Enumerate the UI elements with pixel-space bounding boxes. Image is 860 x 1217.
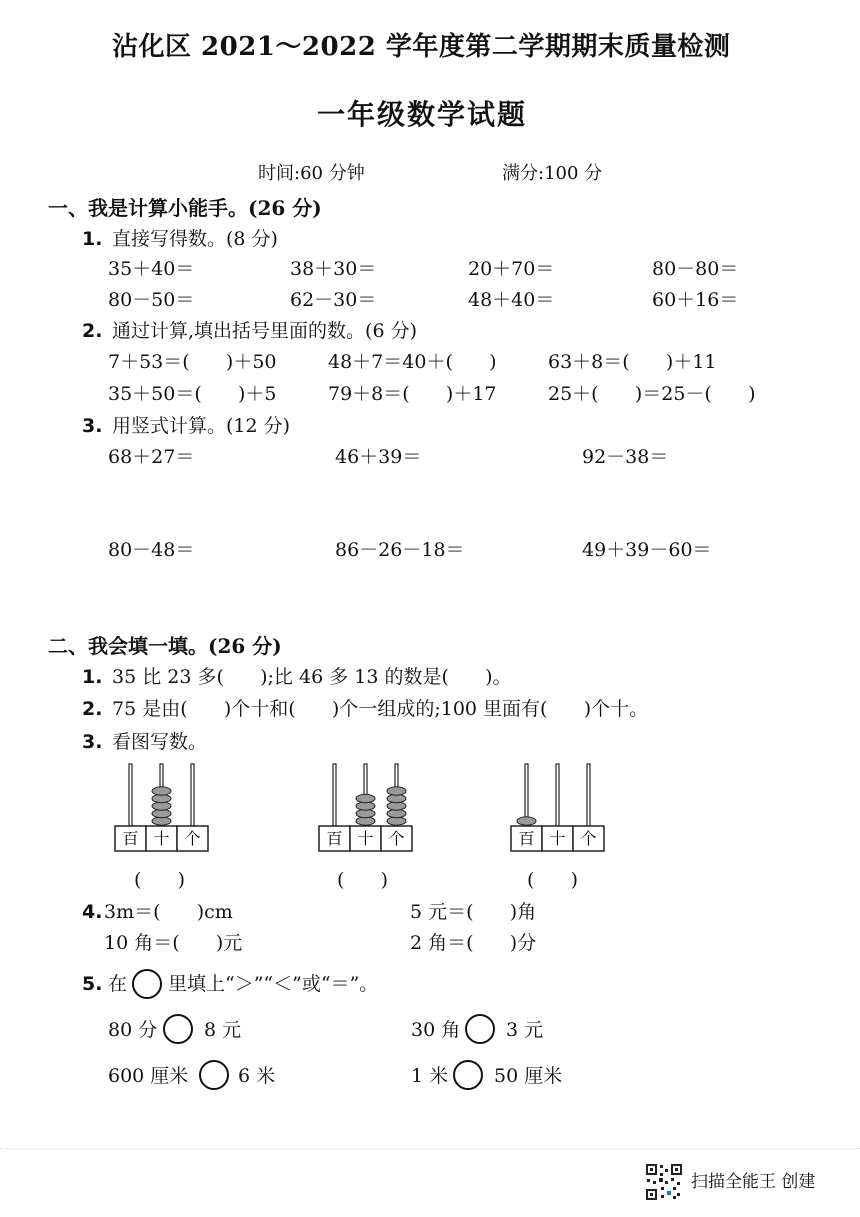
abacus-place-label: 百 [326, 829, 343, 848]
compare-left: 600 厘米 [108, 1065, 189, 1087]
s1-q2-item: 63＋8＝( )＋11 [548, 351, 717, 373]
s2-q4-item: 2 角＝( )分 [410, 932, 537, 954]
abacus-bead [387, 787, 406, 795]
s2-q2-text: 75 是由( )个十和( )个一组成的;100 里面有( )个十。 [112, 698, 649, 720]
exam-subtitle: 一年级数学试题 [317, 98, 528, 131]
compare-circle[interactable] [163, 1014, 193, 1044]
qr-code-icon [645, 1163, 683, 1201]
abacus-place-label: 十 [357, 829, 374, 848]
s1-q1-text: 直接写得数。(8 分) [112, 228, 278, 250]
abacus-rod [191, 764, 194, 826]
abacus-svg [510, 762, 606, 862]
s1-q2-text: 通过计算,填出括号里面的数。(6 分) [112, 320, 417, 342]
abacus-place-label: 个 [184, 829, 201, 848]
section-1-heading: 一、我是计算小能手。(26 分) [48, 196, 322, 220]
s2-q4-item: 10 角＝( )元 [104, 932, 243, 954]
section-2-heading: 二、我会填一填。(26 分) [48, 634, 282, 658]
abacus-answer-blank: ( ) [337, 869, 389, 891]
abacus-bead [152, 787, 171, 795]
abacus-svg [114, 762, 210, 862]
compare-right: 3 元 [506, 1019, 544, 1041]
compare-left: 1 米 [411, 1065, 449, 1087]
s1-q1-label: 1. [82, 228, 103, 250]
s2-q3-text: 看图写数。 [112, 731, 208, 753]
s1-q1-item: 60＋16＝ [652, 289, 739, 311]
abacus-svg [318, 762, 414, 862]
exam-time: 时间:60 分钟 [258, 163, 365, 184]
s2-q4-item: 5 元＝( )角 [410, 901, 537, 923]
exam-full-score: 满分:100 分 [502, 163, 603, 184]
s1-q3-label: 3. [82, 415, 103, 437]
scanner-watermark: 扫描全能王 创建 [691, 1172, 816, 1192]
s2-q5-text-pre: 在 [108, 973, 128, 995]
abacus-bead [517, 817, 536, 825]
s2-q1-text: 35 比 23 多( );比 46 多 13 的数是( )。 [112, 666, 512, 688]
s1-q2-label: 2. [82, 320, 103, 342]
s1-q3-item: 49＋39－60＝ [582, 539, 712, 561]
s1-q1-item: 62－30＝ [290, 289, 377, 311]
abacus-figure [318, 762, 414, 862]
s1-q3-item: 68＋27＝ [108, 446, 195, 468]
abacus-figure [510, 762, 606, 862]
abacus-bead [356, 794, 375, 802]
abacus-rod [556, 764, 559, 826]
exam-title: 沾化区 2021～2022 学年度第二学期期末质量检测 [112, 32, 731, 62]
abacus-place-label: 百 [122, 829, 139, 848]
abacus-figure [114, 762, 210, 862]
s1-q3-text: 用竖式计算。(12 分) [112, 415, 291, 437]
s1-q2-item: 7＋53＝( )＋50 [108, 351, 277, 373]
compare-circle-icon [132, 969, 162, 999]
s2-q3-label: 3. [82, 731, 103, 753]
abacus-place-label: 百 [518, 829, 535, 848]
s2-q5-text-post: 里填上“＞”“＜”或“＝”。 [168, 973, 379, 995]
s1-q1-item: 20＋70＝ [468, 258, 555, 280]
abacus-place-label: 个 [580, 829, 597, 848]
compare-left: 80 分 [108, 1019, 158, 1041]
abacus-answer-blank: ( ) [134, 869, 186, 891]
s1-q1-item: 80－50＝ [108, 289, 195, 311]
s2-q5-label: 5. [82, 973, 103, 995]
compare-right: 6 米 [238, 1065, 276, 1087]
s1-q1-item: 38＋30＝ [290, 258, 377, 280]
s2-q2-label: 2. [82, 698, 103, 720]
s2-q4-item: 3m＝( )cm [104, 901, 233, 923]
s1-q3-item: 80－48＝ [108, 539, 195, 561]
s1-q2-item: 79＋8＝( )＋17 [328, 383, 497, 405]
s1-q1-item: 35＋40＝ [108, 258, 195, 280]
compare-right: 50 厘米 [494, 1065, 563, 1087]
abacus-place-label: 十 [549, 829, 566, 848]
s1-q2-item: 48＋7＝40＋( ) [328, 351, 497, 373]
compare-left: 30 角 [411, 1019, 461, 1041]
page-divider [0, 1148, 860, 1149]
compare-circle[interactable] [465, 1014, 495, 1044]
s1-q2-item: 25＋( )＝25－( ) [548, 383, 756, 405]
compare-right: 8 元 [204, 1019, 242, 1041]
abacus-rod [333, 764, 336, 826]
compare-circle[interactable] [453, 1060, 483, 1090]
s2-q1-label: 1. [82, 666, 103, 688]
abacus-answer-blank: ( ) [527, 869, 579, 891]
s1-q1-item: 48＋40＝ [468, 289, 555, 311]
abacus-place-label: 十 [153, 829, 170, 848]
s1-q3-item: 92－38＝ [582, 446, 669, 468]
s1-q1-item: 80－80＝ [652, 258, 739, 280]
abacus-place-label: 个 [388, 829, 405, 848]
s2-q4-label: 4. [82, 901, 103, 923]
s1-q3-item: 46＋39＝ [335, 446, 422, 468]
s1-q2-item: 35＋50＝( )＋5 [108, 383, 277, 405]
s1-q3-item: 86－26－18＝ [335, 539, 465, 561]
abacus-rod [129, 764, 132, 826]
compare-circle[interactable] [199, 1060, 229, 1090]
abacus-rod [587, 764, 590, 826]
